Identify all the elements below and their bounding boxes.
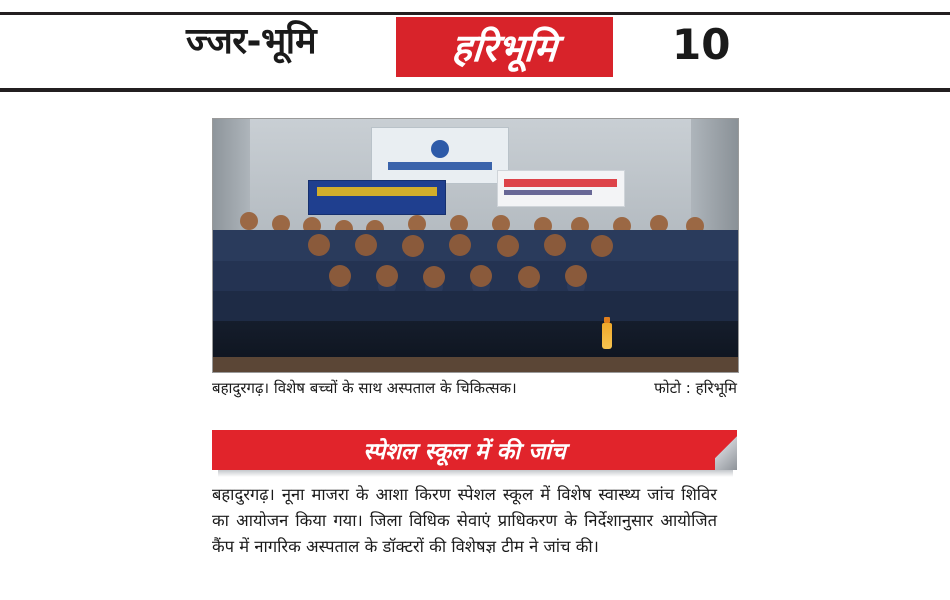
photo-seated-row bbox=[213, 261, 738, 294]
masthead-edition-text: ज्जर-भूमि bbox=[186, 21, 317, 62]
article-body-paragraph: बहादुरगढ़। नूना माजरा के आशा किरण स्पेशल स्कूल में विशेष स्वास्थ्य जांच शिविर का आयोजन किया गया। जिला विधिक सेवाएं प्राधिकरण के निर्देशानुसार आयोजित कैंप में नागरिक अस्पताल के डॉक्टरों की विशेषज्ञ टीम ने जांच की। bbox=[212, 485, 717, 556]
photo-seated-row bbox=[213, 230, 738, 263]
photo-banner-white bbox=[497, 170, 625, 207]
photo-screen-caption-strip bbox=[388, 162, 492, 170]
headline-banner bbox=[212, 430, 737, 470]
headline-banner-fold bbox=[715, 430, 737, 470]
headline-text: स्पेशल स्कूल में की जांच bbox=[363, 439, 566, 465]
brand-logo-text: हरिभूमि bbox=[450, 26, 559, 70]
article-body bbox=[212, 482, 717, 560]
photo-projection-screen bbox=[371, 127, 510, 185]
masthead bbox=[0, 0, 950, 92]
photo-row-heads bbox=[213, 261, 738, 294]
photo-student-head bbox=[565, 265, 587, 287]
photo-bottle bbox=[602, 323, 612, 349]
photo-row-heads bbox=[213, 230, 738, 263]
photo-banner-blue-text-strip bbox=[317, 187, 437, 196]
photo-caption: बहादुरगढ़। विशेष बच्चों के साथ अस्पताल के चिकित्सक। bbox=[212, 379, 517, 397]
brand-logo-plate[interactable] bbox=[397, 18, 612, 76]
photo-student-head bbox=[518, 266, 540, 288]
photo-student-head bbox=[355, 234, 377, 256]
photo-student-head bbox=[402, 235, 424, 257]
photo-student-head bbox=[497, 235, 519, 257]
photo-illustration bbox=[213, 119, 738, 372]
photo-student-head bbox=[308, 234, 330, 256]
photo-student-head bbox=[544, 234, 566, 256]
photo-banner-blue bbox=[308, 180, 447, 215]
photo-credit: फोटो : हरिभूमि bbox=[654, 379, 737, 397]
photo-student-head bbox=[329, 265, 351, 287]
photo-person-head bbox=[240, 212, 258, 230]
headline-banner-shadow bbox=[218, 470, 733, 477]
photo-student-head bbox=[470, 265, 492, 287]
photo-floor bbox=[213, 357, 738, 372]
article-photo bbox=[212, 118, 739, 373]
photo-student-head bbox=[591, 235, 613, 257]
photo-banner-white-title-strip bbox=[504, 179, 617, 187]
photo-student-head bbox=[376, 265, 398, 287]
masthead-bottom-rule bbox=[0, 88, 950, 92]
photo-caption-row bbox=[212, 378, 737, 402]
photo-student-head bbox=[423, 266, 445, 288]
photo-banner-white-sub-strip bbox=[504, 190, 592, 195]
page-number: 10 bbox=[672, 20, 731, 69]
photo-screen-logo bbox=[431, 140, 449, 158]
photo-student-head bbox=[449, 234, 471, 256]
masthead-top-rule bbox=[0, 12, 950, 15]
